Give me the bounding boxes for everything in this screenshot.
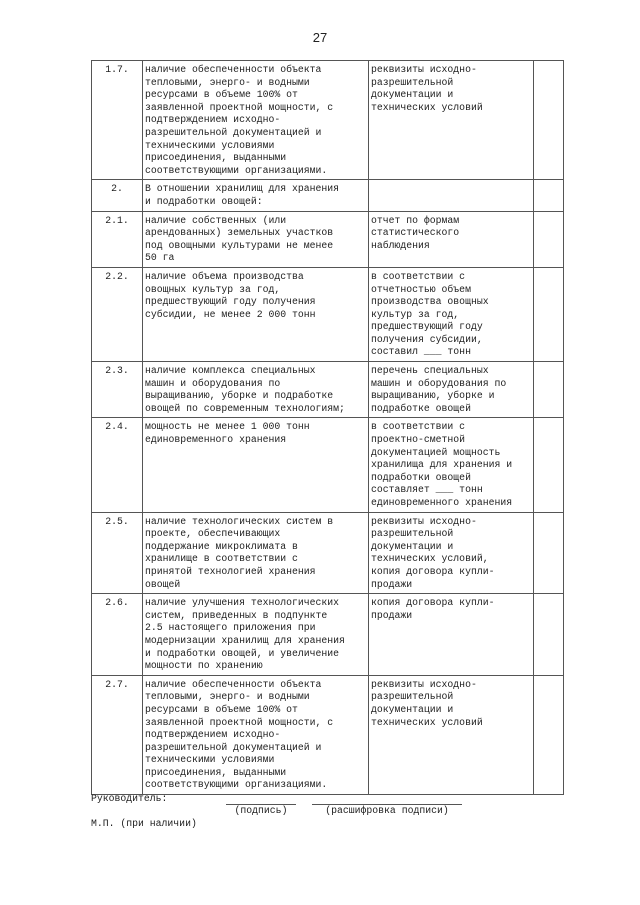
page-number: 27 <box>312 30 328 45</box>
table-row <box>92 211 564 267</box>
requirement-cell: мощность не менее 1 000 тонн единовременного хранения <box>143 418 369 512</box>
empty-cell <box>534 362 564 418</box>
requirement-cell: В отношении хранилищ для хранения и подработки овощей: <box>143 180 369 211</box>
requirement-cell: наличие технологических систем в проекте, обеспечивающих поддержание микроклимата в хранилище в соответствии с принятой технологией хранения овощей <box>143 512 369 594</box>
document-cell: реквизиты исходно- разрешительной документации и технических условий <box>369 675 534 794</box>
table-row <box>92 61 564 180</box>
head-label: Руководитель: <box>91 793 168 804</box>
row-number: 2. <box>92 180 143 211</box>
document-cell: в соответствии с отчетностью объем производства овощных культур за год, предшествующий году получения субсидии, составил ___ тонн <box>369 267 534 361</box>
requirement-cell: наличие комплекса специальных машин и оборудования по выращиванию, уборке и подработке овощей по современным технологиям; <box>143 362 369 418</box>
row-number: 2.7. <box>92 675 143 794</box>
table-row <box>92 267 564 361</box>
signature-caption: (подпись) <box>234 805 288 816</box>
document-cell: в соответствии с проектно-сметной документацией мощность хранилища для хранения и подработки овощей составляет ___ тонн единовременного хранения <box>369 418 534 512</box>
requirements-table <box>91 60 564 795</box>
empty-cell <box>534 180 564 211</box>
empty-cell <box>534 267 564 361</box>
row-number: 2.6. <box>92 594 143 676</box>
document-cell <box>369 180 534 211</box>
document-cell: реквизиты исходно- разрешительной документации и технических условий <box>369 61 534 180</box>
document-cell: копия договора купли- продажи <box>369 594 534 676</box>
row-number: 2.2. <box>92 267 143 361</box>
empty-cell <box>534 61 564 180</box>
table-row <box>92 675 564 794</box>
empty-cell <box>534 418 564 512</box>
document-cell: перечень специальных машин и оборудования по выращиванию, уборке и подработке овощей <box>369 362 534 418</box>
empty-cell <box>534 512 564 594</box>
requirement-cell: наличие улучшения технологических систем, приведенных в подпункте 2.5 настоящего приложения при модернизации хранилищ для хранения и подработки овощей, и увеличение мощности по хранению <box>143 594 369 676</box>
document-cell: реквизиты исходно- разрешительной документации и технических условий, копия договора купли- продажи <box>369 512 534 594</box>
requirement-cell: наличие объема производства овощных культур за год, предшествующий году получения субсидии, не менее 2 000 тонн <box>143 267 369 361</box>
table-row <box>92 594 564 676</box>
row-number: 2.1. <box>92 211 143 267</box>
table-row <box>92 180 564 211</box>
decryption-caption: (расшифровка подписи) <box>325 805 449 816</box>
requirement-cell: наличие обеспеченности объекта тепловыми, энерго- и водными ресурсами в объеме 100% от заявленной проектной мощности, с подтверждением исходно- разрешительной документацией и техническими условиями присоединения, выданными соответствующими организациями. <box>143 61 369 180</box>
row-number: 2.5. <box>92 512 143 594</box>
empty-cell <box>534 594 564 676</box>
stamp-label: М.П. (при наличии) <box>91 818 197 829</box>
requirement-cell: наличие обеспеченности объекта тепловыми, энерго- и водными ресурсами в объеме 100% от заявленной проектной мощности, с подтверждением исходно- разрешительной документацией и техническими условиями присоединения, выданными соответствующими организациями. <box>143 675 369 794</box>
empty-cell <box>534 211 564 267</box>
row-number: 2.4. <box>92 418 143 512</box>
requirement-cell: наличие собственных (или арендованных) земельных участков под овощными культурами не менее 50 га <box>143 211 369 267</box>
table-row <box>92 362 564 418</box>
table-row <box>92 512 564 594</box>
document-cell: отчет по формам статистического наблюдения <box>369 211 534 267</box>
row-number: 2.3. <box>92 362 143 418</box>
table-row <box>92 418 564 512</box>
empty-cell <box>534 675 564 794</box>
row-number: 1.7. <box>92 61 143 180</box>
